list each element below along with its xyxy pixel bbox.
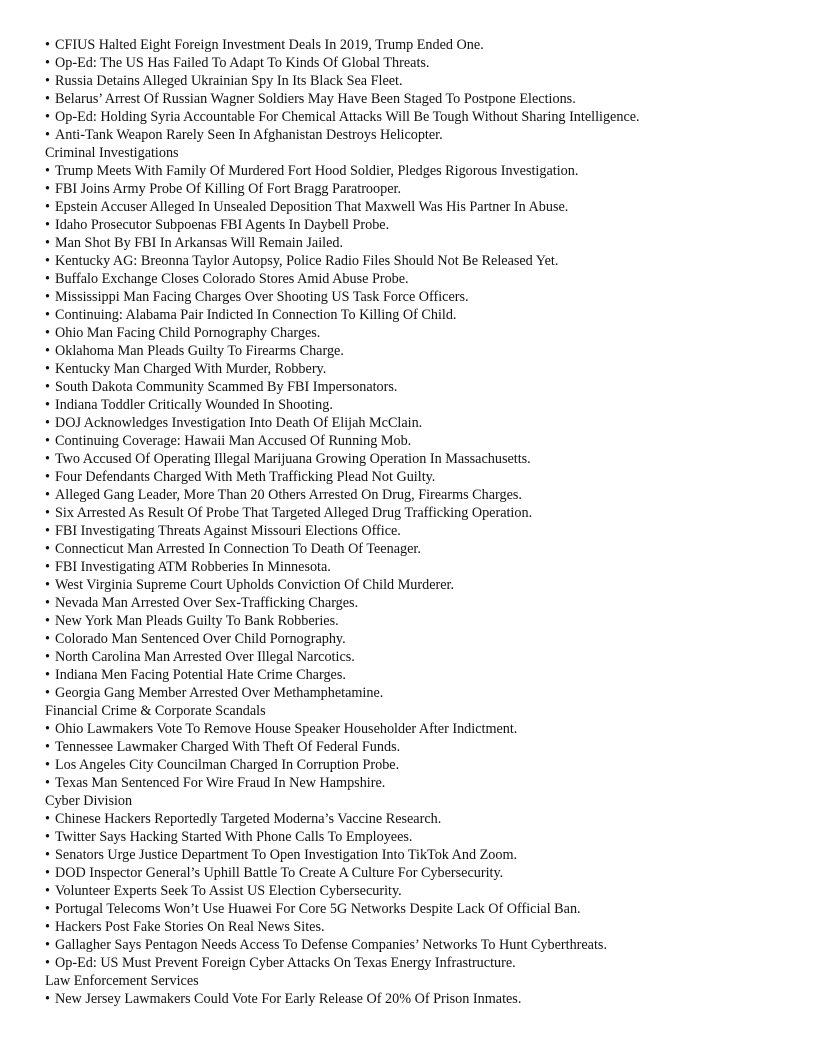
news-item-text: FBI Investigating ATM Robberies In Minnesota.	[55, 559, 331, 575]
news-item-text: Gallagher Says Pentagon Needs Access To Defense Companies’ Networks To Hunt Cyberthreats.	[55, 937, 607, 953]
news-item-text: Op-Ed: Holding Syria Accountable For Chemical Attacks Will Be Tough Without Sharing Intelligence.	[55, 109, 640, 125]
news-item-text: Ohio Man Facing Child Pornography Charges.	[55, 325, 321, 341]
news-item	[45, 990, 795, 1008]
news-item-text: Indiana Men Facing Potential Hate Crime Charges.	[55, 667, 346, 683]
bullet-icon: •	[45, 397, 50, 413]
bullet-icon: •	[45, 757, 50, 773]
news-item	[45, 900, 795, 918]
bullet-icon: •	[45, 289, 50, 305]
news-digest-page	[45, 36, 795, 1008]
news-item	[45, 954, 795, 972]
news-item-text: Epstein Accuser Alleged In Unsealed Deposition That Maxwell Was His Partner In Abuse.	[55, 199, 569, 215]
news-item	[45, 630, 795, 648]
news-item-text: Six Arrested As Result Of Probe That Targeted Alleged Drug Trafficking Operation.	[55, 505, 533, 521]
bullet-icon: •	[45, 253, 50, 269]
bullet-icon: •	[45, 883, 50, 899]
news-item	[45, 216, 795, 234]
bullet-icon: •	[45, 541, 50, 557]
news-item	[45, 450, 795, 468]
section-heading: Law Enforcement Services	[45, 973, 199, 989]
news-item	[45, 162, 795, 180]
bullet-icon: •	[45, 325, 50, 341]
news-item	[45, 882, 795, 900]
news-item	[45, 378, 795, 396]
bullet-icon: •	[45, 559, 50, 575]
news-item	[45, 324, 795, 342]
news-item-text: Two Accused Of Operating Illegal Marijuana Growing Operation In Massachusetts.	[55, 451, 531, 467]
news-item	[45, 306, 795, 324]
news-item-text: DOJ Acknowledges Investigation Into Death Of Elijah McClain.	[55, 415, 423, 431]
bullet-icon: •	[45, 811, 50, 827]
bullet-icon: •	[45, 937, 50, 953]
bullet-icon: •	[45, 991, 50, 1007]
news-item-text: Op-Ed: The US Has Failed To Adapt To Kinds Of Global Threats.	[55, 55, 430, 71]
news-item-text: Hackers Post Fake Stories On Real News Sites.	[55, 919, 325, 935]
news-item	[45, 54, 795, 72]
news-item	[45, 180, 795, 198]
news-item-text: Oklahoma Man Pleads Guilty To Firearms Charge.	[55, 343, 344, 359]
news-item-text: Kentucky Man Charged With Murder, Robbery.	[55, 361, 327, 377]
news-item-text: Op-Ed: US Must Prevent Foreign Cyber Attacks On Texas Energy Infrastructure.	[55, 955, 516, 971]
news-item	[45, 288, 795, 306]
news-item-text: Man Shot By FBI In Arkansas Will Remain Jailed.	[55, 235, 344, 251]
bullet-icon: •	[45, 73, 50, 89]
bullet-icon: •	[45, 433, 50, 449]
news-item	[45, 936, 795, 954]
news-item	[45, 486, 795, 504]
bullet-icon: •	[45, 829, 50, 845]
news-item	[45, 90, 795, 108]
news-item	[45, 414, 795, 432]
bullet-icon: •	[45, 379, 50, 395]
news-item-text: Belarus’ Arrest Of Russian Wagner Soldiers May Have Been Staged To Postpone Elections.	[55, 91, 576, 107]
bullet-icon: •	[45, 919, 50, 935]
bullet-icon: •	[45, 307, 50, 323]
news-item-text: Indiana Toddler Critically Wounded In Shooting.	[55, 397, 333, 413]
news-item-text: Texas Man Sentenced For Wire Fraud In New Hampshire.	[55, 775, 386, 791]
news-item-text: North Carolina Man Arrested Over Illegal Narcotics.	[55, 649, 355, 665]
news-item	[45, 126, 795, 144]
news-item	[45, 108, 795, 126]
bullet-icon: •	[45, 343, 50, 359]
news-item	[45, 828, 795, 846]
news-item-text: FBI Investigating Threats Against Missouri Elections Office.	[55, 523, 401, 539]
news-item-text: Idaho Prosecutor Subpoenas FBI Agents In Daybell Probe.	[55, 217, 390, 233]
news-item	[45, 36, 795, 54]
news-item-text: Continuing Coverage: Hawaii Man Accused Of Running Mob.	[55, 433, 412, 449]
news-item	[45, 648, 795, 666]
news-item	[45, 612, 795, 630]
news-item-text: Buffalo Exchange Closes Colorado Stores Amid Abuse Probe.	[55, 271, 409, 287]
bullet-icon: •	[45, 451, 50, 467]
bullet-icon: •	[45, 613, 50, 629]
news-item-text: Continuing: Alabama Pair Indicted In Connection To Killing Of Child.	[55, 307, 457, 323]
news-item-text: Four Defendants Charged With Meth Trafficking Plead Not Guilty.	[55, 469, 436, 485]
news-item	[45, 738, 795, 756]
news-item-text: South Dakota Community Scammed By FBI Impersonators.	[55, 379, 398, 395]
news-item	[45, 756, 795, 774]
news-item-text: Volunteer Experts Seek To Assist US Election Cybersecurity.	[55, 883, 402, 899]
news-item	[45, 522, 795, 540]
news-item-text: New York Man Pleads Guilty To Bank Robberies.	[55, 613, 339, 629]
news-item-text: Alleged Gang Leader, More Than 20 Others Arrested On Drug, Firearms Charges.	[55, 487, 522, 503]
section-heading: Financial Crime & Corporate Scandals	[45, 703, 266, 719]
bullet-icon: •	[45, 55, 50, 71]
bullet-icon: •	[45, 505, 50, 521]
news-item	[45, 774, 795, 792]
bullet-icon: •	[45, 847, 50, 863]
news-item-text: Colorado Man Sentenced Over Child Pornography.	[55, 631, 346, 647]
bullet-icon: •	[45, 217, 50, 233]
bullet-icon: •	[45, 271, 50, 287]
news-item	[45, 396, 795, 414]
news-item	[45, 252, 795, 270]
news-item	[45, 360, 795, 378]
news-item-text: Los Angeles City Councilman Charged In Corruption Probe.	[55, 757, 400, 773]
news-item	[45, 864, 795, 882]
news-item	[45, 846, 795, 864]
bullet-icon: •	[45, 649, 50, 665]
bullet-icon: •	[45, 577, 50, 593]
news-item	[45, 72, 795, 90]
section-heading: Criminal Investigations	[45, 145, 179, 161]
news-item	[45, 918, 795, 936]
bullet-icon: •	[45, 199, 50, 215]
news-item-text: Connecticut Man Arrested In Connection To Death Of Teenager.	[55, 541, 421, 557]
bullet-icon: •	[45, 721, 50, 737]
news-item-text: Georgia Gang Member Arrested Over Methamphetamine.	[55, 685, 384, 701]
news-item-text: Anti-Tank Weapon Rarely Seen In Afghanistan Destroys Helicopter.	[55, 127, 443, 143]
news-item	[45, 198, 795, 216]
bullet-icon: •	[45, 739, 50, 755]
news-item-text: Russia Detains Alleged Ukrainian Spy In Its Black Sea Fleet.	[55, 73, 403, 89]
bullet-icon: •	[45, 235, 50, 251]
news-item	[45, 504, 795, 522]
bullet-icon: •	[45, 127, 50, 143]
section-heading: Cyber Division	[45, 793, 133, 809]
news-item-text: Senators Urge Justice Department To Open Investigation Into TikTok And Zoom.	[55, 847, 518, 863]
bullet-icon: •	[45, 163, 50, 179]
news-item-text: Ohio Lawmakers Vote To Remove House Speaker Householder After Indictment.	[55, 721, 518, 737]
news-item-text: Portugal Telecoms Won’t Use Huawei For Core 5G Networks Despite Lack Of Official Ban.	[55, 901, 581, 917]
news-item	[45, 594, 795, 612]
news-item-text: CFIUS Halted Eight Foreign Investment Deals In 2019, Trump Ended One.	[55, 37, 484, 53]
news-item-text: FBI Joins Army Probe Of Killing Of Fort Bragg Paratrooper.	[55, 181, 401, 197]
news-item-text: New Jersey Lawmakers Could Vote For Early Release Of 20% Of Prison Inmates.	[55, 991, 522, 1007]
news-item-text: Mississippi Man Facing Charges Over Shooting US Task Force Officers.	[55, 289, 469, 305]
news-item	[45, 810, 795, 828]
bullet-icon: •	[45, 415, 50, 431]
news-item	[45, 468, 795, 486]
news-item	[45, 720, 795, 738]
news-item	[45, 576, 795, 594]
bullet-icon: •	[45, 865, 50, 881]
news-item	[45, 234, 795, 252]
bullet-icon: •	[45, 361, 50, 377]
news-item	[45, 270, 795, 288]
news-item	[45, 540, 795, 558]
news-item-text: DOD Inspector General’s Uphill Battle To Create A Culture For Cybersecurity.	[55, 865, 504, 881]
news-item	[45, 342, 795, 360]
news-item-text: West Virginia Supreme Court Upholds Conviction Of Child Murderer.	[55, 577, 455, 593]
bullet-icon: •	[45, 775, 50, 791]
bullet-icon: •	[45, 109, 50, 125]
bullet-icon: •	[45, 667, 50, 683]
bullet-icon: •	[45, 955, 50, 971]
news-item-text: Kentucky AG: Breonna Taylor Autopsy, Police Radio Files Should Not Be Released Yet.	[55, 253, 559, 269]
news-item-text: Tennessee Lawmaker Charged With Theft Of Federal Funds.	[55, 739, 401, 755]
bullet-icon: •	[45, 523, 50, 539]
bullet-icon: •	[45, 685, 50, 701]
news-item-text: Nevada Man Arrested Over Sex-Trafficking Charges.	[55, 595, 359, 611]
bullet-icon: •	[45, 469, 50, 485]
bullet-icon: •	[45, 595, 50, 611]
news-item	[45, 666, 795, 684]
bullet-icon: •	[45, 631, 50, 647]
news-item-text: Trump Meets With Family Of Murdered Fort Hood Soldier, Pledges Rigorous Investigation.	[55, 163, 579, 179]
bullet-icon: •	[45, 37, 50, 53]
news-item	[45, 432, 795, 450]
news-item-text: Chinese Hackers Reportedly Targeted Moderna’s Vaccine Research.	[55, 811, 442, 827]
news-item	[45, 684, 795, 702]
bullet-icon: •	[45, 181, 50, 197]
bullet-icon: •	[45, 487, 50, 503]
news-item	[45, 558, 795, 576]
news-item-text: Twitter Says Hacking Started With Phone Calls To Employees.	[55, 829, 413, 845]
bullet-icon: •	[45, 91, 50, 107]
bullet-icon: •	[45, 901, 50, 917]
